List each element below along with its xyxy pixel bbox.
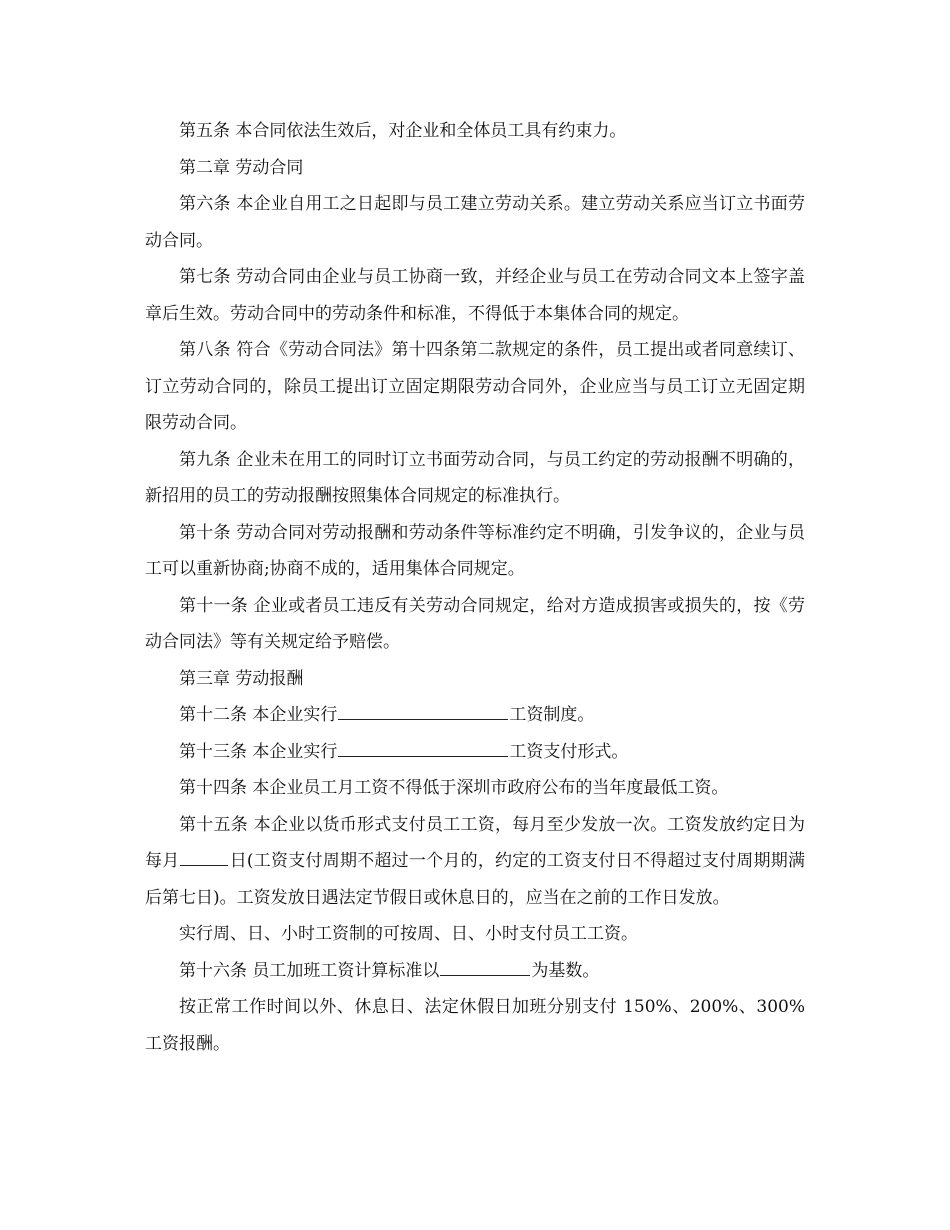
article-16-overtime-rates: 按正常工作时间以外、休息日、法定休假日加班分别支付 150%、200%、300%工资报酬。 [145,997,805,1054]
article-15-text-before: 第十五条 本企业以货币形式支付员工工资，每月至少发放一次。工资发放约定日为每月 [145,814,805,871]
article-12 [145,697,805,734]
chapter-2-heading: 第二章 劳动合同 [179,157,304,178]
article-7: 第七条 劳动合同由企业与员工协商一致，并经企业与员工在劳动合同文本上签字盖章后生效。劳动合同中的劳动条件和标准，不得低于本集体合同的规定。 [145,267,805,324]
article-16-text-before: 第十六条 员工加班工资计算标准以 [179,960,440,981]
article-15-supplement: 实行周、日、小时工资制的可按周、日、小时支付员工工资。 [179,924,638,944]
article-15 [145,807,805,917]
article-12-text-before: 第十二条 本企业实行 [179,705,338,725]
overtime-base-blank [440,957,530,976]
article-13-text-before: 第十三条 本企业实行 [179,741,338,762]
payment-form-blank [338,738,508,757]
article-8: 第八条 符合《劳动合同法》第十四条第二款规定的条件，员工提出或者同意续订、订立劳动合同的，除员工提出订立固定期限劳动合同外，企业应当与员工订立无固定期限劳动合同。 [145,340,805,433]
article-5: 第五条 本合同依法生效后，对企业和全体员工具有约束力。 [179,121,627,141]
pay-day-blank [180,847,228,866]
chapter-3-heading: 第三章 劳动报酬 [179,668,304,689]
article-9: 第九条 企业未在用工的同时订立书面劳动合同，与员工约定的劳动报酬不明确的，新招用的员工的劳动报酬按照集体合同规定的标准执行。 [145,449,805,506]
article-15-text-after: 日(工资支付周期不超过一个月的，约定的工资支付日不得超过支付周期期满后第七日)。工资发放日遇法定节假日或休息日的，应当在之前的工作日发放。 [145,851,805,908]
article-14: 第十四条 本企业员工月工资不得低于深圳市政府公布的当年度最低工资。 [179,778,729,798]
article-13 [145,734,805,771]
wage-system-blank [338,701,508,720]
article-13-text-after: 工资支付形式。 [509,741,629,762]
document-body [145,113,805,1062]
article-16 [145,953,805,990]
article-12-text-after: 工资制度。 [509,705,595,725]
article-10: 第十条 劳动合同对劳动报酬和劳动条件等标准约定不明确，引发争议的，企业与员工可以重新协商;协商不成的，适用集体合同规定。 [145,522,805,579]
article-6: 第六条 本企业自用工之日起即与员工建立劳动关系。建立劳动关系应当订立书面劳动合同。 [145,194,805,251]
article-11: 第十一条 企业或者员工违反有关劳动合同规定，给对方造成损害或损失的，按《劳动合同法》等有关规定给予赔偿。 [145,595,805,652]
article-16-text-after: 为基数。 [531,960,600,981]
